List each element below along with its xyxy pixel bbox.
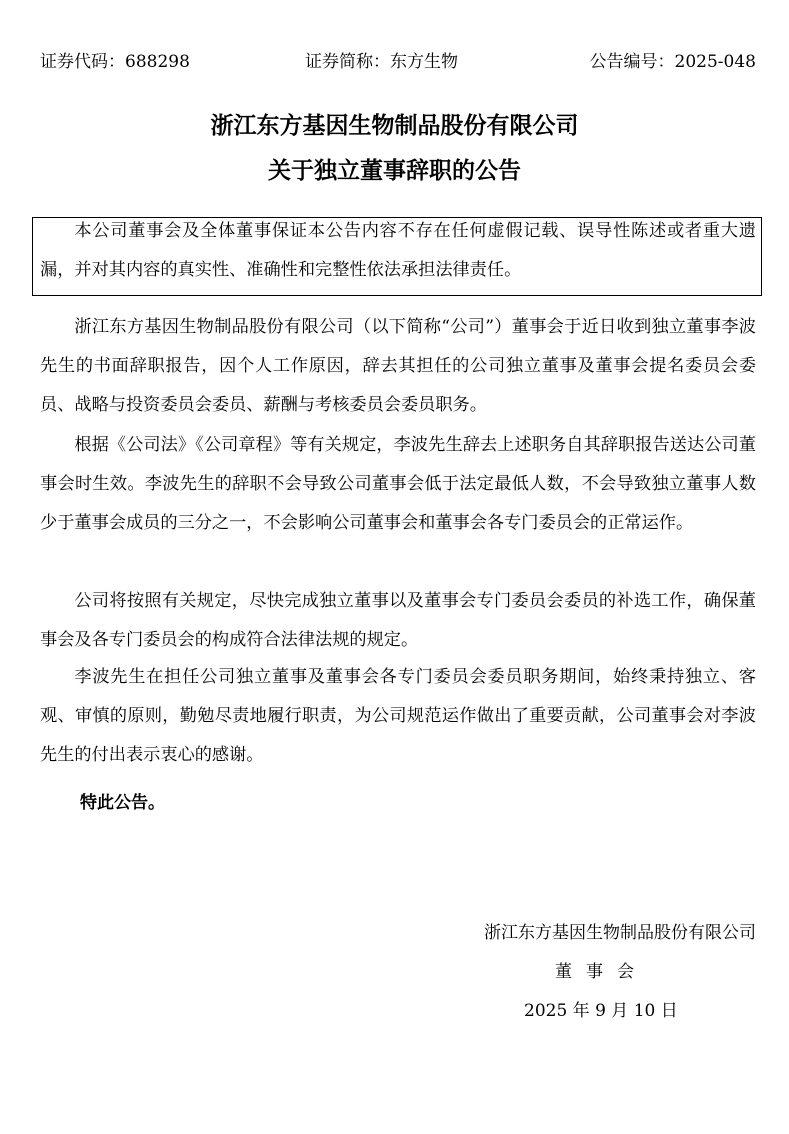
document-title-company: 浙江东方基因生物制品股份有限公司 [210,113,579,139]
signature-board: 董事会 [555,962,648,982]
announcement-number: 公告编号：2025-048 [589,52,756,72]
body-paragraph-4: 李波先生在担任公司独立董事及董事会各专门委员会委员职务期间，始终秉持独立、客观、审慎的原则，勤勉尽责地履行职责，为公司规范运作做出了重要贡献，公司董事会对李波先生的付出表示衷心的感谢。 [40,667,756,765]
stock-abbreviation: 证券简称：东方生物 [305,52,458,72]
body-paragraph-1: 浙江东方基因生物制品股份有限公司（以下简称“公司”）董事会于近日收到独立董事李波先生的书面辞职报告，因个人工作原因，辞去其担任的公司独立董事及董事会提名委员会委员、战略与投资委员会委员、薪酬与考核委员会委员职务。 [40,317,756,415]
document-header [40,48,756,76]
closing-statement: 特此公告。 [80,793,165,813]
stock-code: 证券代码：688298 [40,52,190,72]
body-paragraph-3: 公司将按照有关规定，尽快完成独立董事以及董事会专门委员会委员的补选工作，确保董事会及各专门委员会的构成符合法律法规的规定。 [40,591,756,650]
signature-company: 浙江东方基因生物制品股份有限公司 [484,923,756,943]
body-paragraph-2: 根据《公司法》《公司章程》等有关规定，李波先生辞去上述职务自其辞职报告送达公司董事会时生效。李波先生的辞职不会导致公司董事会低于法定最低人数，不会导致独立董事人数少于董事会成员的三分之一，不会影响公司董事会和董事会各专门委员会的正常运作。 [40,435,756,533]
document-title-subject: 关于独立董事辞职的公告 [268,158,521,184]
signature-date: 2025 年 9 月 10 日 [524,1001,678,1021]
notice-statement: 本公司董事会及全体董事保证本公告内容不存在任何虚假记载、误导性陈述或者重大遗漏，并对其内容的真实性、准确性和完整性依法承担法律责任。 [40,221,756,280]
